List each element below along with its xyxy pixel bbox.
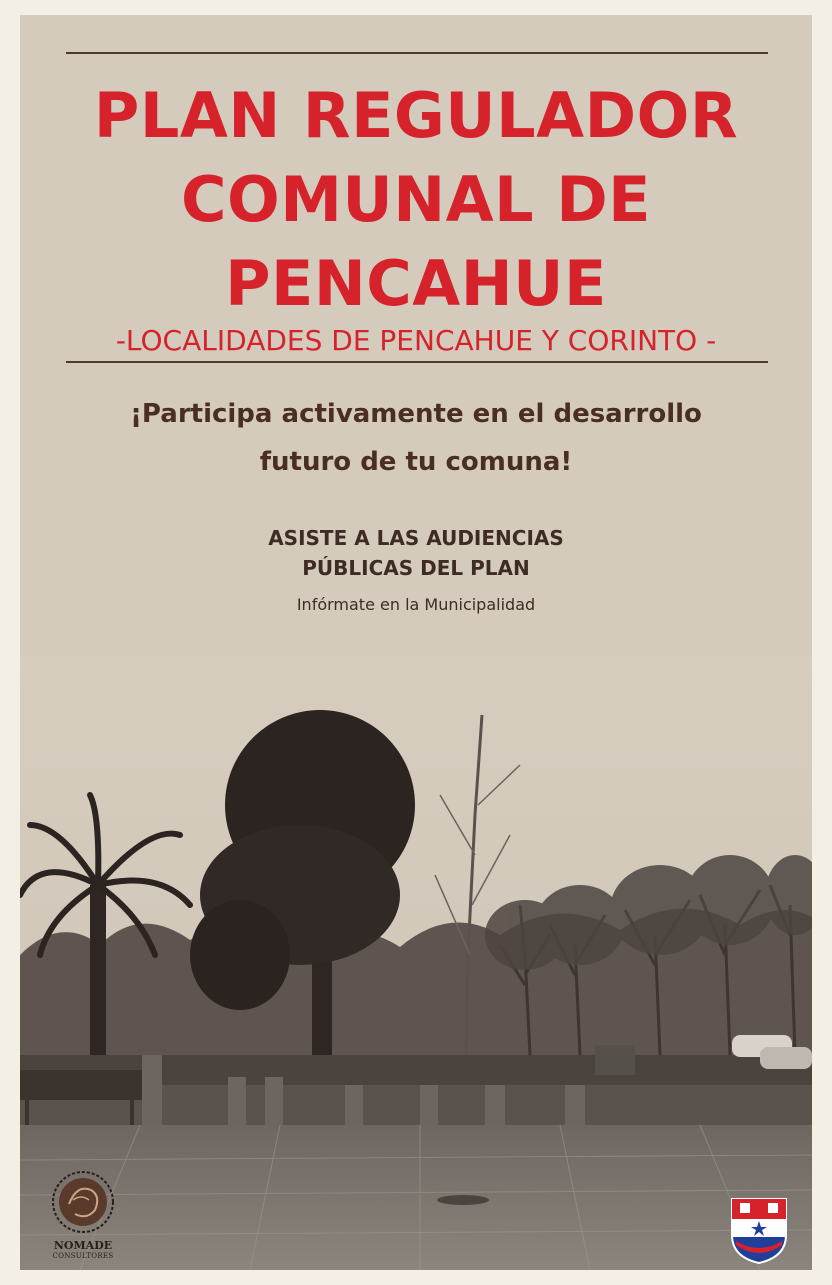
nomade-consultores-logo (38, 1170, 128, 1260)
municipal-crest-icon (728, 1195, 790, 1265)
audiencias-callout (20, 523, 812, 583)
tagline-line-1: ¡Participa activamente en el desarrollo (130, 399, 702, 429)
tagline-line-2: futuro de tu comuna! (259, 447, 573, 477)
subtitle: -LOCALIDADES DE PENCAHUE Y CORINTO - (115, 324, 717, 357)
top-rule (66, 52, 768, 54)
plaza-photo (20, 655, 812, 1270)
tagline (20, 390, 812, 486)
nomade-emblem-icon (51, 1170, 115, 1234)
title-line-1: PLAN REGULADOR (93, 79, 739, 152)
nomade-sub: CONSULTORES (52, 1252, 114, 1260)
audiencias-line-1: ASISTE A LAS AUDIENCIAS (268, 526, 564, 550)
poster (20, 15, 812, 1270)
middle-rule (66, 361, 768, 363)
nomade-name: NOMADE (53, 1239, 113, 1252)
info-text: Infórmate en la Municipalidad (296, 595, 536, 614)
title-line-3: PENCAHUE (225, 247, 607, 320)
title-line-2: COMUNAL DE (180, 163, 652, 236)
audiencias-line-2: PÚBLICAS DEL PLAN (302, 556, 530, 580)
